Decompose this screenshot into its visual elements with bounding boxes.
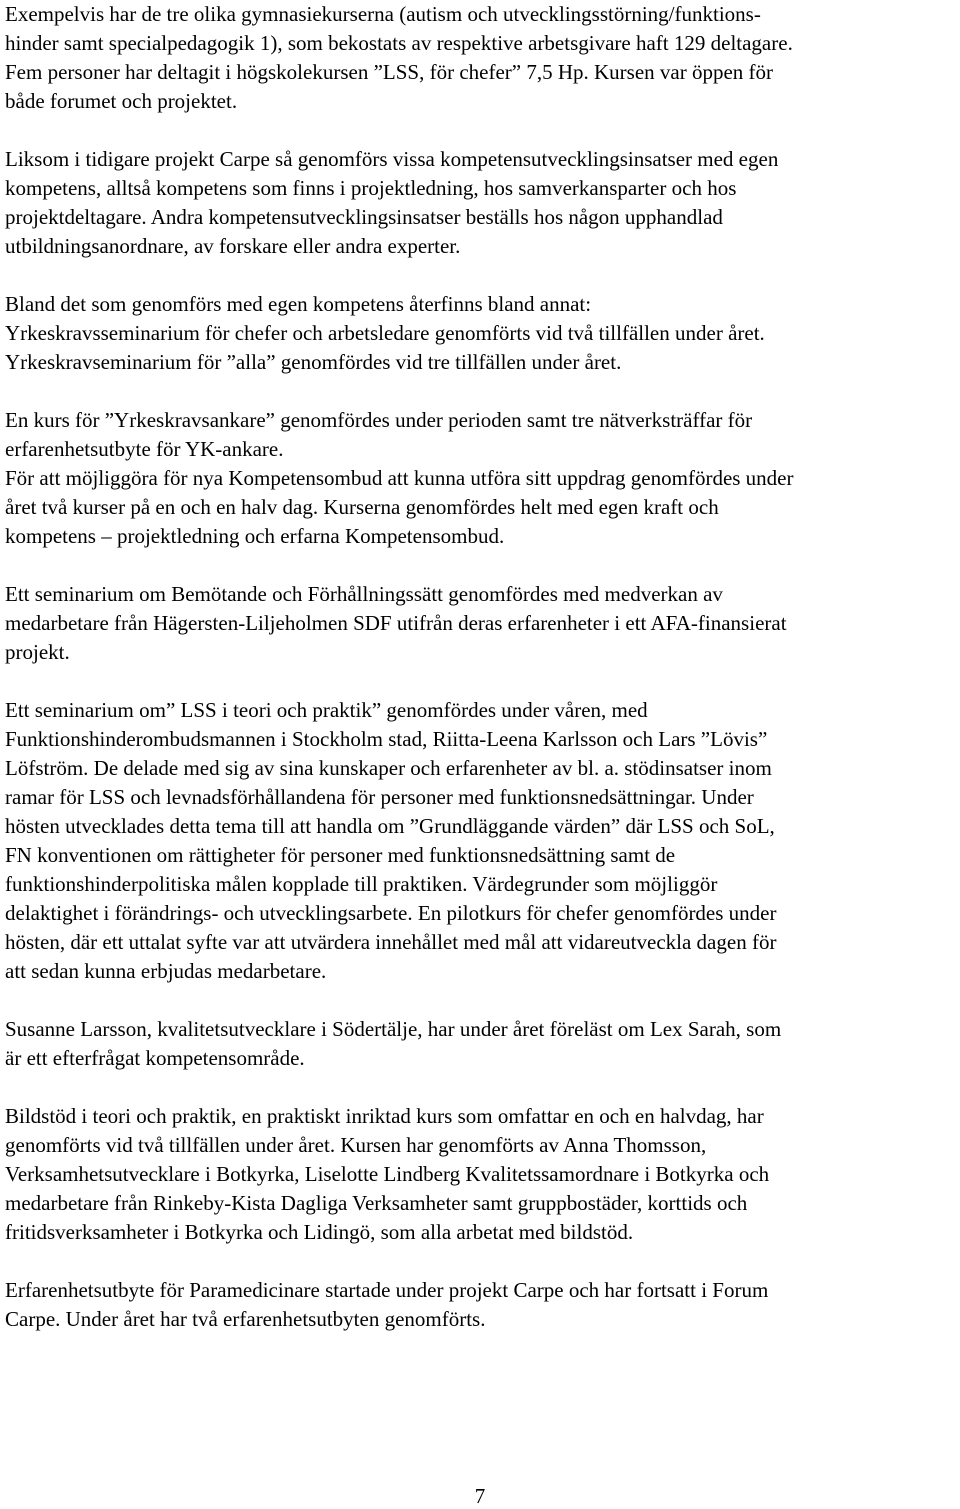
paragraph-yrkeskravsankare: En kurs för ”Yrkeskravsankare” genomfördes under perioden samt tre nätverksträffar för erfarenhetsutbyte för YK-ankare. — [5, 408, 753, 461]
paragraph-kompetensutveckling: Liksom i tidigare projekt Carpe så genomförs vissa kompetensutvecklingsinsatser med egen kompetens, alltså kompetens som finns i projektledning, hos samverkansparter och hos projektdeltagare. Andra kompetensutvecklingsinsatser beställs hos någon upphandlad utbildningsanordnare, av forskare eller andra experter. — [5, 147, 779, 258]
paragraph-lss-seminarium: Ett seminarium om” LSS i teori och praktik” genomfördes under våren, med Funktionshinderombudsmannen i Stockholm stad, Riitta-Leena Karlsson och Lars ”Lövis” Löfström. De delade med sig av sina kunskaper och erfarenheter av bl. a. stödinsatser inom ramar för LSS och levnadsförhållandena för personer med funktionsnedsättningar. Under hösten utvecklades detta tema till att handla om ”Grundläggande värden” där LSS och SoL, FN konventionen om rättigheter för personer med funktionsnedsättning samt de funktionshinderpolitiska målen kopplade till praktiken. Värdegrunder som möjliggör delaktighet i förändrings- och utvecklingsarbete. En pilotkurs för chefer genomfördes under hösten, där ett uttalat syfte var att utvärdera innehållet med mål att vidareutveckla dagen för att sedan kunna erbjudas medarbetare. — [5, 698, 777, 983]
paragraph-kompetensombud: För att möjliggöra för nya Kompetensombud att kunna utföra sitt uppdrag genomfördes under året två kurser på en och en halv dag. Kurserna genomfördes helt med egen kraft och kompetens – projektledning och erfarna Kompetensombud. — [5, 466, 794, 548]
paragraph-lex-sarah: Susanne Larsson, kvalitetsutvecklare i Södertälje, har under året föreläst om Lex Sarah, som är ett efterfrågat kompetensområde. — [5, 1017, 782, 1070]
paragraph-bemotande-seminarium: Ett seminarium om Bemötande och Förhållningssätt genomfördes med medverkan av medarbetare från Hägersten-Liljeholmen SDF utifrån deras erfarenheter i ett AFA-finansierat projekt. — [5, 582, 787, 664]
document-body — [5, 0, 953, 1363]
paragraph-bildstod: Bildstöd i teori och praktik, en praktiskt inriktad kurs som omfattar en och en halvdag, har genomförts vid två tillfällen under året. Kursen har genomförts av Anna Thomsson, Verksamhetsutvecklare i Botkyrka, Liselotte Lindberg Kvalitetssamordnare i Botkyrka och medarbetare från Rinkeby-Kista Dagliga Verksamheter samt gruppbostäder, korttids och fritidsverksamheter i Botkyrka och Lidingö, som alla arbetat med bildstöd. — [5, 1104, 770, 1244]
paragraph-gymnasiekurser: Exempelvis har de tre olika gymnasiekurserna (autism och utvecklingsstörning/funktions- hinder samt specialpedagogik 1), som bekostats av respektive arbetsgivare haft 129 deltagare. Fem personer har deltagit i högskolekursen ”LSS, för chefer” 7,5 Hp. Kursen var öppen för både forumet och projektet. — [5, 2, 793, 113]
page-number: 7 — [474, 1484, 486, 1508]
paragraph-paramedicinare: Erfarenhetsutbyte för Paramedicinare startade under projekt Carpe och har fortsatt i Forum Carpe. Under året har två erfarenhetsutbyten genomförts. — [5, 1278, 769, 1331]
paragraph-egen-kompetens: Bland det som genomförs med egen kompetens återfinns bland annat: Yrkeskravsseminarium för chefer och arbetsledare genomförts vid två tillfällen under året. Yrkeskravseminarium för ”alla” genomfördes vid tre tillfällen under året. — [5, 292, 765, 374]
